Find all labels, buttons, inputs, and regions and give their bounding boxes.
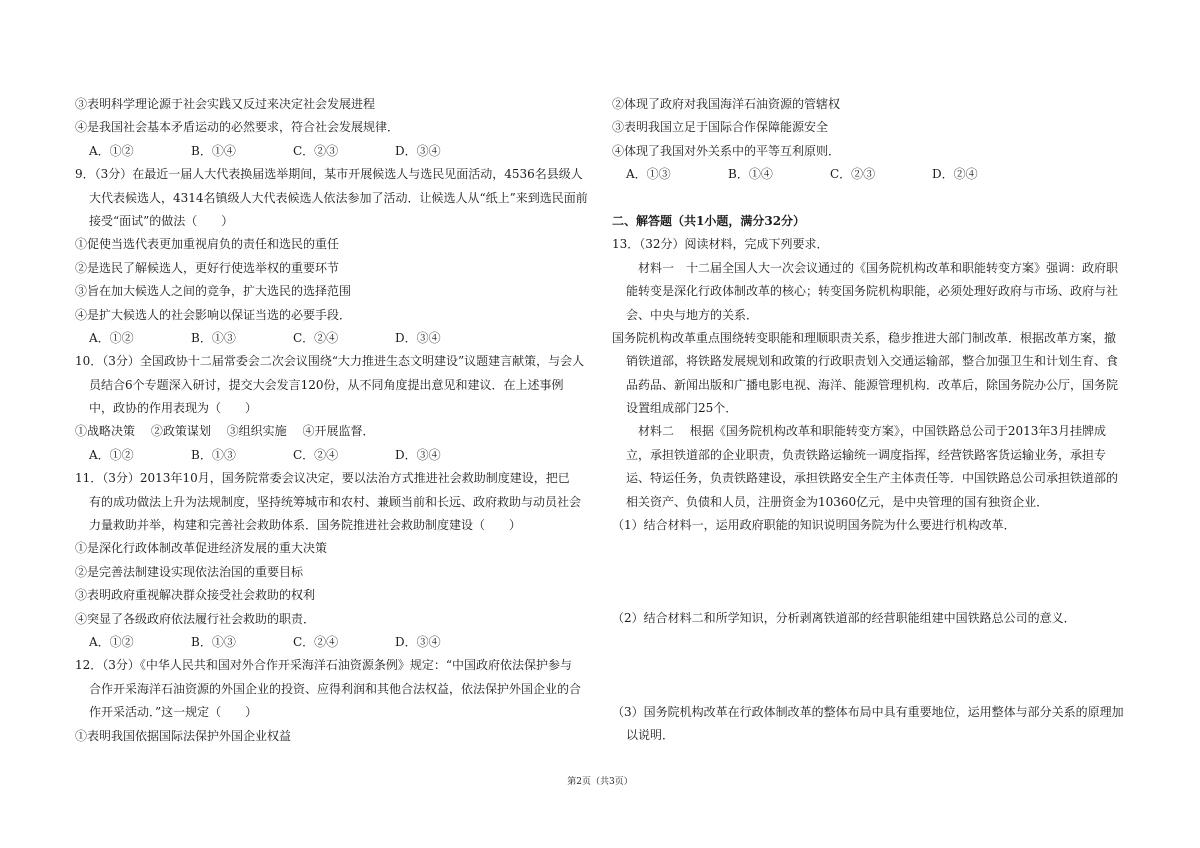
sub-question-1: （1）结合材料一，运用政府职能的知识说明国务院为什么要进行机构改革． (612, 518, 1016, 533)
answer-option: A．①② (89, 447, 134, 462)
answer-option: A．①② (89, 143, 134, 158)
text-line: ③表明政府重视解决群众接受社会救助的权利 (75, 588, 316, 603)
text-line: 销铁道部，将铁路发展规划和政策的行政职责划入交通运输部，整合加强卫生和计划生育、食 (626, 354, 1119, 369)
text-line: 10．（3分）全国政协十二届常委会二次会议围绕“大力推进生态文明建设”议题建言献策，与会人 (75, 354, 585, 369)
answer-options (75, 631, 595, 654)
text-line: 国务院机构改革重点围绕转变职能和理顺职责关系，稳步推进大部门制改革．根据改革方案，撤 (612, 330, 1117, 345)
text-line: ④是扩大候选人的社会影响以保证当选的必要手段． (75, 307, 352, 322)
page-footer: 第2页（共3页） (567, 777, 633, 787)
text-line: ②是完善法制建设实现依法治国的重要目标 (75, 564, 304, 579)
text-line: 设置组成部门25个． (626, 401, 738, 416)
text-line: ④体现了我国对外关系中的平等互利原则． (612, 143, 841, 158)
text-line: 有的成功做法上升为法规制度，坚持统筹城市和农村、兼顾当前和长远、政府救助与动员社会 (89, 494, 582, 509)
answer-option: D．③④ (395, 447, 441, 462)
text-line: 能转变是深化行政体制改革的核心；转变国务院机构职能，必须处理好政府与市场、政府与社 (626, 284, 1119, 299)
answer-option: B．①③ (191, 330, 236, 345)
answer-option: D．③④ (395, 143, 441, 158)
text-line: ④是我国社会基本矛盾运动的必然要求，符合社会发展规律． (75, 120, 400, 135)
text-line: 9．（3分）在最近一届人大代表换届选举期间，某市开展候选人与选民见面活动，4536名县级人 (75, 167, 583, 182)
text-line: 大代表候选人，4314名镇级人大代表候选人依法参加了活动．让候选人从“纸上”来到选民面前 (89, 190, 588, 205)
answer-option: C．②③ (830, 167, 876, 182)
text-line: 力量救助并举，构建和完善社会救助体系．国务院推进社会救助制度建设（ ） (89, 518, 522, 533)
sub-question-3 (612, 701, 1142, 748)
text-line: ②体现了政府对我国海洋石油资源的管辖权 (612, 97, 841, 111)
sub-question-2: （2）结合材料二和所学知识，分析剥离铁道部的经营职能组建中国铁路总公司的意义． (612, 611, 1076, 626)
answer-option: B．①③ (191, 634, 236, 649)
answer-option: A．①② (89, 634, 134, 649)
answer-option: B．①④ (191, 143, 236, 158)
text-line: 12．（3分）《中华人民共和国对外合作开采海洋石油资源条例》规定：“中国政府依法保护参与 (75, 658, 573, 673)
answer-option: D．③④ (395, 330, 441, 345)
text-line: ①表明我国依据国际法保护外国企业权益 (75, 728, 292, 743)
text-line: ①是深化行政体制改革促进经济发展的重大决策 (75, 541, 328, 556)
text-line: 材料二 根据《国务院机构改革和职能转变方案》，中国铁路总公司于2013年3月挂牌成 (638, 424, 1106, 439)
answer-option: B．①③ (191, 447, 236, 462)
answer-options (612, 163, 1142, 186)
text-line: 作开采活动．”这一规定（ ） (89, 705, 258, 720)
text-line: ②是选民了解候选人，更好行使选举权的重要环节 (75, 260, 340, 275)
text-line: 相关资产、负债和人员，注册资金为10360亿元，是中央管理的国有独资企业． (626, 494, 1049, 509)
text-line: ③旨在加大候选人之间的竞争，扩大选民的选择范围 (75, 284, 352, 299)
text-line: 中，政协的作用表现为（ ） (89, 401, 258, 416)
answer-options (75, 140, 595, 163)
text-line: ④突显了各级政府依法履行社会救助的职责． (75, 611, 316, 626)
q12-continued-options (612, 93, 1142, 187)
section-title: 二、解答题（共1小题，满分32分） (612, 213, 806, 228)
text-line: 运、特运任务，负责铁路建设，承担铁路安全生产主体责任等．中国铁路总公司承担铁道部的 (626, 471, 1119, 486)
text-line: 材料一 十二届全国人大一次会议通过的《国务院机构改革和职能转变方案》强调：政府职 (638, 260, 1119, 275)
question-13 (612, 233, 1142, 514)
text-line: ③表明我国立足于国际合作保障能源安全 (612, 120, 829, 135)
answer-option: C．②④ (293, 447, 339, 462)
answer-option: C．②④ (293, 634, 339, 649)
answer-option: A．①③ (626, 167, 671, 182)
text-line: 品药品、新闻出版和广播电影电视、海洋、能源管理机构．改革后，除国务院办公厅，国务院 (626, 377, 1119, 392)
text-line: ①战略决策 ②政策谋划 ③组织实施 ④开展监督． (75, 424, 375, 439)
left-column (75, 93, 595, 748)
text-line: 13．（32分）阅读材料，完成下列要求． (612, 237, 829, 252)
text-line: 会、中央与地方的关系． (626, 307, 759, 322)
answer-option: B．①④ (728, 167, 773, 182)
answer-option: D．②④ (932, 167, 978, 182)
answer-options (75, 327, 595, 350)
text-line: ③表明科学理论源于社会实践又反过来决定社会发展进程 (75, 97, 376, 111)
text-line: ①促使当选代表更加重视肩负的责任和选民的重任 (75, 237, 340, 252)
text-line: 员结合6个专题深入研讨，提交大会发言120份，从不同角度提出意见和建议．在上述事例 (89, 377, 564, 392)
text-line: 接受“面试”的做法（ ） (89, 213, 234, 228)
answer-option: A．①② (89, 330, 134, 345)
text-line: （3）国务院机构改革在行政体制改革的整体布局中具有重要地位，运用整体与部分关系的原理加 (612, 704, 1124, 719)
answer-option: C．②③ (293, 143, 339, 158)
text-line: 立，承担铁道部的企业职责，负责铁路运输统一调度指挥，经营铁路客货运输业务，承担专 (626, 447, 1107, 462)
text-line: 11．（3分）2013年10月，国务院常委会议决定，要以法治方式推进社会救助制度建设，把已 (75, 471, 570, 486)
answer-option: C．②④ (293, 330, 339, 345)
right-column (612, 93, 1142, 748)
text-line: 合作开采海洋石油资源的外国企业的投资、应得利润和其他合法权益，依法保护外国企业的合 (89, 681, 582, 696)
answer-options (75, 444, 595, 467)
answer-option: D．③④ (395, 634, 441, 649)
text-line: 以说明． (626, 728, 675, 743)
